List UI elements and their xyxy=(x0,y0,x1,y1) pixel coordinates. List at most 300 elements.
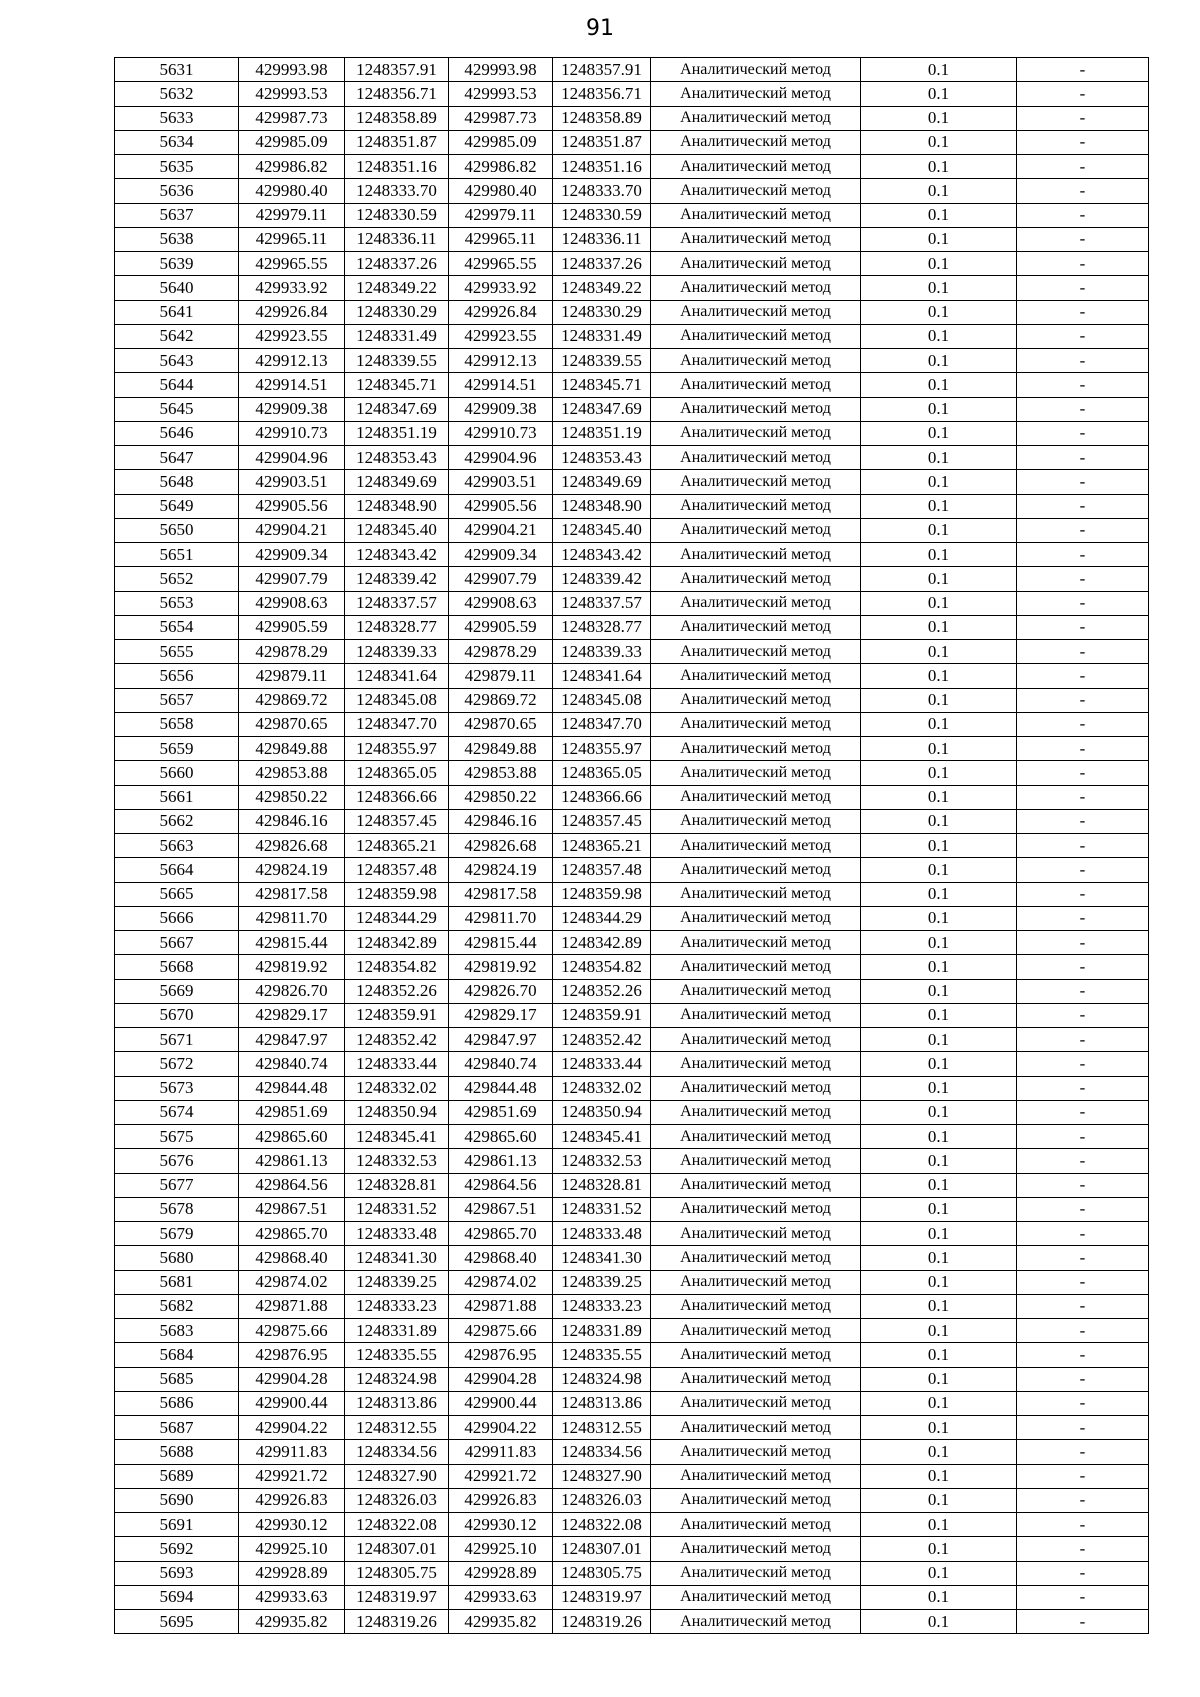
x-coordinate-cell: 429876.95 xyxy=(449,1343,553,1367)
x-coordinate-cell: 429908.63 xyxy=(239,591,345,615)
y-coordinate-cell: 1248341.30 xyxy=(345,1246,449,1270)
x-coordinate-cell: 429993.98 xyxy=(239,58,345,82)
y-coordinate-cell: 1248351.87 xyxy=(553,130,651,154)
x-coordinate-cell: 429921.72 xyxy=(239,1464,345,1488)
note-cell: - xyxy=(1017,979,1149,1003)
y-coordinate-cell: 1248322.08 xyxy=(553,1513,651,1537)
note-cell: - xyxy=(1017,1270,1149,1294)
accuracy-cell: 0.1 xyxy=(861,349,1017,373)
y-coordinate-cell: 1248347.69 xyxy=(553,397,651,421)
accuracy-cell: 0.1 xyxy=(861,979,1017,1003)
x-coordinate-cell: 429865.70 xyxy=(449,1222,553,1246)
x-coordinate-cell: 429861.13 xyxy=(449,1149,553,1173)
x-coordinate-cell: 429864.56 xyxy=(239,1173,345,1197)
point-number-cell: 5682 xyxy=(115,1294,239,1318)
accuracy-cell: 0.1 xyxy=(861,1246,1017,1270)
method-cell: Аналитический метод xyxy=(651,179,861,203)
method-cell: Аналитический метод xyxy=(651,82,861,106)
method-cell: Аналитический метод xyxy=(651,955,861,979)
x-coordinate-cell: 429904.96 xyxy=(239,446,345,470)
method-cell: Аналитический метод xyxy=(651,106,861,130)
x-coordinate-cell: 429985.09 xyxy=(449,130,553,154)
x-coordinate-cell: 429904.21 xyxy=(449,518,553,542)
y-coordinate-cell: 1248328.77 xyxy=(553,615,651,639)
accuracy-cell: 0.1 xyxy=(861,518,1017,542)
accuracy-cell: 0.1 xyxy=(861,1052,1017,1076)
accuracy-cell: 0.1 xyxy=(861,373,1017,397)
x-coordinate-cell: 429869.72 xyxy=(239,688,345,712)
note-cell: - xyxy=(1017,761,1149,785)
note-cell: - xyxy=(1017,1585,1149,1609)
table-row xyxy=(115,324,1149,348)
table-row xyxy=(115,543,1149,567)
table-row xyxy=(115,979,1149,1003)
point-number-cell: 5646 xyxy=(115,421,239,445)
point-number-cell: 5669 xyxy=(115,979,239,1003)
table-row xyxy=(115,397,1149,421)
note-cell: - xyxy=(1017,1513,1149,1537)
note-cell: - xyxy=(1017,809,1149,833)
point-number-cell: 5652 xyxy=(115,567,239,591)
table-row xyxy=(115,615,1149,639)
point-number-cell: 5659 xyxy=(115,737,239,761)
method-cell: Аналитический метод xyxy=(651,421,861,445)
table-row xyxy=(115,1003,1149,1027)
x-coordinate-cell: 429850.22 xyxy=(449,785,553,809)
point-number-cell: 5649 xyxy=(115,494,239,518)
x-coordinate-cell: 429923.55 xyxy=(239,324,345,348)
table-row xyxy=(115,858,1149,882)
x-coordinate-cell: 429865.60 xyxy=(239,1125,345,1149)
y-coordinate-cell: 1248365.21 xyxy=(553,834,651,858)
y-coordinate-cell: 1248352.42 xyxy=(553,1028,651,1052)
y-coordinate-cell: 1248307.01 xyxy=(345,1537,449,1561)
x-coordinate-cell: 429869.72 xyxy=(449,688,553,712)
x-coordinate-cell: 429935.82 xyxy=(449,1610,553,1634)
method-cell: Аналитический метод xyxy=(651,130,861,154)
y-coordinate-cell: 1248333.70 xyxy=(345,179,449,203)
note-cell: - xyxy=(1017,664,1149,688)
x-coordinate-cell: 429878.29 xyxy=(239,640,345,664)
point-number-cell: 5665 xyxy=(115,882,239,906)
table-row xyxy=(115,882,1149,906)
y-coordinate-cell: 1248357.48 xyxy=(345,858,449,882)
table-row xyxy=(115,664,1149,688)
x-coordinate-cell: 429993.53 xyxy=(449,82,553,106)
y-coordinate-cell: 1248341.64 xyxy=(345,664,449,688)
point-number-cell: 5639 xyxy=(115,252,239,276)
note-cell: - xyxy=(1017,494,1149,518)
accuracy-cell: 0.1 xyxy=(861,591,1017,615)
table-row xyxy=(115,155,1149,179)
accuracy-cell: 0.1 xyxy=(861,1440,1017,1464)
method-cell: Аналитический метод xyxy=(651,203,861,227)
x-coordinate-cell: 429933.63 xyxy=(239,1585,345,1609)
point-number-cell: 5675 xyxy=(115,1125,239,1149)
y-coordinate-cell: 1248354.82 xyxy=(345,955,449,979)
table-row xyxy=(115,688,1149,712)
point-number-cell: 5647 xyxy=(115,446,239,470)
table-row xyxy=(115,1100,1149,1124)
y-coordinate-cell: 1248351.19 xyxy=(345,421,449,445)
accuracy-cell: 0.1 xyxy=(861,785,1017,809)
method-cell: Аналитический метод xyxy=(651,1464,861,1488)
table-row xyxy=(115,1416,1149,1440)
table-row xyxy=(115,1222,1149,1246)
x-coordinate-cell: 429993.98 xyxy=(449,58,553,82)
note-cell: - xyxy=(1017,1076,1149,1100)
accuracy-cell: 0.1 xyxy=(861,446,1017,470)
table-row xyxy=(115,179,1149,203)
x-coordinate-cell: 429904.21 xyxy=(239,518,345,542)
point-number-cell: 5634 xyxy=(115,130,239,154)
note-cell: - xyxy=(1017,421,1149,445)
note-cell: - xyxy=(1017,1028,1149,1052)
y-coordinate-cell: 1248331.89 xyxy=(345,1319,449,1343)
x-coordinate-cell: 429965.11 xyxy=(449,227,553,251)
y-coordinate-cell: 1248331.89 xyxy=(553,1319,651,1343)
method-cell: Аналитический метод xyxy=(651,615,861,639)
note-cell: - xyxy=(1017,834,1149,858)
y-coordinate-cell: 1248319.97 xyxy=(553,1585,651,1609)
x-coordinate-cell: 429868.40 xyxy=(449,1246,553,1270)
method-cell: Аналитический метод xyxy=(651,1416,861,1440)
x-coordinate-cell: 429846.16 xyxy=(239,809,345,833)
x-coordinate-cell: 429844.48 xyxy=(239,1076,345,1100)
table-row xyxy=(115,1028,1149,1052)
method-cell: Аналитический метод xyxy=(651,1246,861,1270)
x-coordinate-cell: 429826.70 xyxy=(239,979,345,1003)
x-coordinate-cell: 429903.51 xyxy=(449,470,553,494)
point-number-cell: 5695 xyxy=(115,1610,239,1634)
point-number-cell: 5688 xyxy=(115,1440,239,1464)
y-coordinate-cell: 1248337.26 xyxy=(553,252,651,276)
point-number-cell: 5687 xyxy=(115,1416,239,1440)
point-number-cell: 5655 xyxy=(115,640,239,664)
table-row xyxy=(115,1585,1149,1609)
point-number-cell: 5694 xyxy=(115,1585,239,1609)
accuracy-cell: 0.1 xyxy=(861,276,1017,300)
point-number-cell: 5637 xyxy=(115,203,239,227)
table-row xyxy=(115,1537,1149,1561)
method-cell: Аналитический метод xyxy=(651,227,861,251)
accuracy-cell: 0.1 xyxy=(861,543,1017,567)
x-coordinate-cell: 429987.73 xyxy=(239,106,345,130)
x-coordinate-cell: 429900.44 xyxy=(239,1391,345,1415)
accuracy-cell: 0.1 xyxy=(861,1416,1017,1440)
method-cell: Аналитический метод xyxy=(651,1319,861,1343)
note-cell: - xyxy=(1017,276,1149,300)
accuracy-cell: 0.1 xyxy=(861,82,1017,106)
note-cell: - xyxy=(1017,1537,1149,1561)
note-cell: - xyxy=(1017,785,1149,809)
accuracy-cell: 0.1 xyxy=(861,1100,1017,1124)
method-cell: Аналитический метод xyxy=(651,882,861,906)
y-coordinate-cell: 1248351.19 xyxy=(553,421,651,445)
y-coordinate-cell: 1248334.56 xyxy=(345,1440,449,1464)
point-number-cell: 5654 xyxy=(115,615,239,639)
y-coordinate-cell: 1248347.70 xyxy=(553,712,651,736)
method-cell: Аналитический метод xyxy=(651,737,861,761)
accuracy-cell: 0.1 xyxy=(861,1222,1017,1246)
y-coordinate-cell: 1248345.41 xyxy=(345,1125,449,1149)
note-cell: - xyxy=(1017,1416,1149,1440)
note-cell: - xyxy=(1017,712,1149,736)
table-row xyxy=(115,785,1149,809)
y-coordinate-cell: 1248339.55 xyxy=(553,349,651,373)
y-coordinate-cell: 1248349.22 xyxy=(345,276,449,300)
y-coordinate-cell: 1248333.23 xyxy=(553,1294,651,1318)
y-coordinate-cell: 1248326.03 xyxy=(553,1488,651,1512)
x-coordinate-cell: 429900.44 xyxy=(449,1391,553,1415)
y-coordinate-cell: 1248339.25 xyxy=(345,1270,449,1294)
y-coordinate-cell: 1248357.45 xyxy=(553,809,651,833)
x-coordinate-cell: 429986.82 xyxy=(449,155,553,179)
y-coordinate-cell: 1248343.42 xyxy=(553,543,651,567)
x-coordinate-cell: 429980.40 xyxy=(239,179,345,203)
y-coordinate-cell: 1248327.90 xyxy=(553,1464,651,1488)
point-number-cell: 5693 xyxy=(115,1561,239,1585)
table-row xyxy=(115,130,1149,154)
point-number-cell: 5671 xyxy=(115,1028,239,1052)
note-cell: - xyxy=(1017,446,1149,470)
note-cell: - xyxy=(1017,179,1149,203)
y-coordinate-cell: 1248345.71 xyxy=(345,373,449,397)
point-number-cell: 5640 xyxy=(115,276,239,300)
table-row xyxy=(115,1561,1149,1585)
x-coordinate-cell: 429905.59 xyxy=(449,615,553,639)
x-coordinate-cell: 429853.88 xyxy=(449,761,553,785)
accuracy-cell: 0.1 xyxy=(861,1173,1017,1197)
table-row xyxy=(115,1464,1149,1488)
y-coordinate-cell: 1248347.70 xyxy=(345,712,449,736)
table-row xyxy=(115,737,1149,761)
y-coordinate-cell: 1248366.66 xyxy=(345,785,449,809)
table-row xyxy=(115,1610,1149,1634)
x-coordinate-cell: 429905.56 xyxy=(239,494,345,518)
point-number-cell: 5658 xyxy=(115,712,239,736)
y-coordinate-cell: 1248350.94 xyxy=(553,1100,651,1124)
note-cell: - xyxy=(1017,882,1149,906)
y-coordinate-cell: 1248351.16 xyxy=(553,155,651,179)
y-coordinate-cell: 1248333.48 xyxy=(345,1222,449,1246)
y-coordinate-cell: 1248341.64 xyxy=(553,664,651,688)
table-row xyxy=(115,252,1149,276)
y-coordinate-cell: 1248339.33 xyxy=(553,640,651,664)
x-coordinate-cell: 429905.59 xyxy=(239,615,345,639)
table-row xyxy=(115,203,1149,227)
x-coordinate-cell: 429965.55 xyxy=(239,252,345,276)
point-number-cell: 5681 xyxy=(115,1270,239,1294)
method-cell: Аналитический метод xyxy=(651,1003,861,1027)
note-cell: - xyxy=(1017,1197,1149,1221)
x-coordinate-cell: 429909.38 xyxy=(449,397,553,421)
x-coordinate-cell: 429871.88 xyxy=(449,1294,553,1318)
table-row xyxy=(115,58,1149,82)
y-coordinate-cell: 1248337.57 xyxy=(553,591,651,615)
y-coordinate-cell: 1248334.56 xyxy=(553,1440,651,1464)
note-cell: - xyxy=(1017,1610,1149,1634)
method-cell: Аналитический метод xyxy=(651,979,861,1003)
accuracy-cell: 0.1 xyxy=(861,1294,1017,1318)
method-cell: Аналитический метод xyxy=(651,446,861,470)
note-cell: - xyxy=(1017,591,1149,615)
accuracy-cell: 0.1 xyxy=(861,227,1017,251)
x-coordinate-cell: 429870.65 xyxy=(449,712,553,736)
accuracy-cell: 0.1 xyxy=(861,203,1017,227)
accuracy-cell: 0.1 xyxy=(861,1319,1017,1343)
method-cell: Аналитический метод xyxy=(651,324,861,348)
x-coordinate-cell: 429926.84 xyxy=(239,300,345,324)
y-coordinate-cell: 1248339.42 xyxy=(345,567,449,591)
note-cell: - xyxy=(1017,1294,1149,1318)
y-coordinate-cell: 1248312.55 xyxy=(553,1416,651,1440)
x-coordinate-cell: 429928.89 xyxy=(239,1561,345,1585)
method-cell: Аналитический метод xyxy=(651,931,861,955)
x-coordinate-cell: 429933.92 xyxy=(239,276,345,300)
y-coordinate-cell: 1248332.02 xyxy=(345,1076,449,1100)
table-row xyxy=(115,1367,1149,1391)
y-coordinate-cell: 1248365.05 xyxy=(345,761,449,785)
method-cell: Аналитический метод xyxy=(651,252,861,276)
table-row xyxy=(115,1513,1149,1537)
x-coordinate-cell: 429928.89 xyxy=(449,1561,553,1585)
note-cell: - xyxy=(1017,227,1149,251)
y-coordinate-cell: 1248333.44 xyxy=(553,1052,651,1076)
table-row xyxy=(115,567,1149,591)
table-row xyxy=(115,446,1149,470)
point-number-cell: 5679 xyxy=(115,1222,239,1246)
y-coordinate-cell: 1248337.26 xyxy=(345,252,449,276)
y-coordinate-cell: 1248366.66 xyxy=(553,785,651,809)
table-row xyxy=(115,1052,1149,1076)
method-cell: Аналитический метод xyxy=(651,640,861,664)
table-row xyxy=(115,82,1149,106)
y-coordinate-cell: 1248354.82 xyxy=(553,955,651,979)
note-cell: - xyxy=(1017,470,1149,494)
y-coordinate-cell: 1248353.43 xyxy=(553,446,651,470)
note-cell: - xyxy=(1017,518,1149,542)
y-coordinate-cell: 1248319.26 xyxy=(553,1610,651,1634)
y-coordinate-cell: 1248333.48 xyxy=(553,1222,651,1246)
x-coordinate-cell: 429875.66 xyxy=(449,1319,553,1343)
y-coordinate-cell: 1248319.26 xyxy=(345,1610,449,1634)
note-cell: - xyxy=(1017,858,1149,882)
point-number-cell: 5645 xyxy=(115,397,239,421)
x-coordinate-cell: 429985.09 xyxy=(239,130,345,154)
y-coordinate-cell: 1248328.81 xyxy=(553,1173,651,1197)
page-number: 91 xyxy=(586,16,614,41)
method-cell: Аналитический метод xyxy=(651,349,861,373)
x-coordinate-cell: 429817.58 xyxy=(449,882,553,906)
x-coordinate-cell: 429980.40 xyxy=(449,179,553,203)
x-coordinate-cell: 429979.11 xyxy=(239,203,345,227)
x-coordinate-cell: 429921.72 xyxy=(449,1464,553,1488)
method-cell: Аналитический метод xyxy=(651,664,861,688)
point-number-cell: 5663 xyxy=(115,834,239,858)
note-cell: - xyxy=(1017,1003,1149,1027)
y-coordinate-cell: 1248365.21 xyxy=(345,834,449,858)
y-coordinate-cell: 1248322.08 xyxy=(345,1513,449,1537)
x-coordinate-cell: 429817.58 xyxy=(239,882,345,906)
y-coordinate-cell: 1248357.91 xyxy=(553,58,651,82)
point-number-cell: 5673 xyxy=(115,1076,239,1100)
x-coordinate-cell: 429979.11 xyxy=(449,203,553,227)
x-coordinate-cell: 429829.17 xyxy=(449,1003,553,1027)
note-cell: - xyxy=(1017,397,1149,421)
point-number-cell: 5666 xyxy=(115,906,239,930)
table-row xyxy=(115,712,1149,736)
x-coordinate-cell: 429847.97 xyxy=(239,1028,345,1052)
x-coordinate-cell: 429849.88 xyxy=(449,737,553,761)
coordinates-table xyxy=(114,57,1149,1634)
point-number-cell: 5653 xyxy=(115,591,239,615)
point-number-cell: 5670 xyxy=(115,1003,239,1027)
x-coordinate-cell: 429875.66 xyxy=(239,1319,345,1343)
method-cell: Аналитический метод xyxy=(651,1537,861,1561)
note-cell: - xyxy=(1017,615,1149,639)
accuracy-cell: 0.1 xyxy=(861,106,1017,130)
x-coordinate-cell: 429878.29 xyxy=(449,640,553,664)
table-row xyxy=(115,1173,1149,1197)
y-coordinate-cell: 1248332.53 xyxy=(553,1149,651,1173)
x-coordinate-cell: 429926.83 xyxy=(239,1488,345,1512)
x-coordinate-cell: 429824.19 xyxy=(449,858,553,882)
method-cell: Аналитический метод xyxy=(651,785,861,809)
x-coordinate-cell: 429930.12 xyxy=(239,1513,345,1537)
x-coordinate-cell: 429853.88 xyxy=(239,761,345,785)
point-number-cell: 5674 xyxy=(115,1100,239,1124)
y-coordinate-cell: 1248333.23 xyxy=(345,1294,449,1318)
y-coordinate-cell: 1248359.98 xyxy=(553,882,651,906)
table-row xyxy=(115,1294,1149,1318)
y-coordinate-cell: 1248327.90 xyxy=(345,1464,449,1488)
y-coordinate-cell: 1248331.49 xyxy=(345,324,449,348)
method-cell: Аналитический метод xyxy=(651,1440,861,1464)
accuracy-cell: 0.1 xyxy=(861,1197,1017,1221)
point-number-cell: 5644 xyxy=(115,373,239,397)
x-coordinate-cell: 429851.69 xyxy=(449,1100,553,1124)
y-coordinate-cell: 1248335.55 xyxy=(345,1343,449,1367)
x-coordinate-cell: 429909.34 xyxy=(239,543,345,567)
y-coordinate-cell: 1248330.59 xyxy=(345,203,449,227)
accuracy-cell: 0.1 xyxy=(861,615,1017,639)
accuracy-cell: 0.1 xyxy=(861,906,1017,930)
method-cell: Аналитический метод xyxy=(651,1367,861,1391)
accuracy-cell: 0.1 xyxy=(861,1610,1017,1634)
y-coordinate-cell: 1248326.03 xyxy=(345,1488,449,1512)
method-cell: Аналитический метод xyxy=(651,906,861,930)
x-coordinate-cell: 429840.74 xyxy=(449,1052,553,1076)
x-coordinate-cell: 429865.60 xyxy=(449,1125,553,1149)
accuracy-cell: 0.1 xyxy=(861,1367,1017,1391)
y-coordinate-cell: 1248339.42 xyxy=(553,567,651,591)
accuracy-cell: 0.1 xyxy=(861,155,1017,179)
method-cell: Аналитический метод xyxy=(651,397,861,421)
y-coordinate-cell: 1248307.01 xyxy=(553,1537,651,1561)
point-number-cell: 5678 xyxy=(115,1197,239,1221)
accuracy-cell: 0.1 xyxy=(861,1464,1017,1488)
method-cell: Аналитический метод xyxy=(651,809,861,833)
x-coordinate-cell: 429871.88 xyxy=(239,1294,345,1318)
table-row xyxy=(115,834,1149,858)
point-number-cell: 5642 xyxy=(115,324,239,348)
table-row xyxy=(115,1149,1149,1173)
accuracy-cell: 0.1 xyxy=(861,1488,1017,1512)
accuracy-cell: 0.1 xyxy=(861,1513,1017,1537)
accuracy-cell: 0.1 xyxy=(861,1028,1017,1052)
point-number-cell: 5677 xyxy=(115,1173,239,1197)
